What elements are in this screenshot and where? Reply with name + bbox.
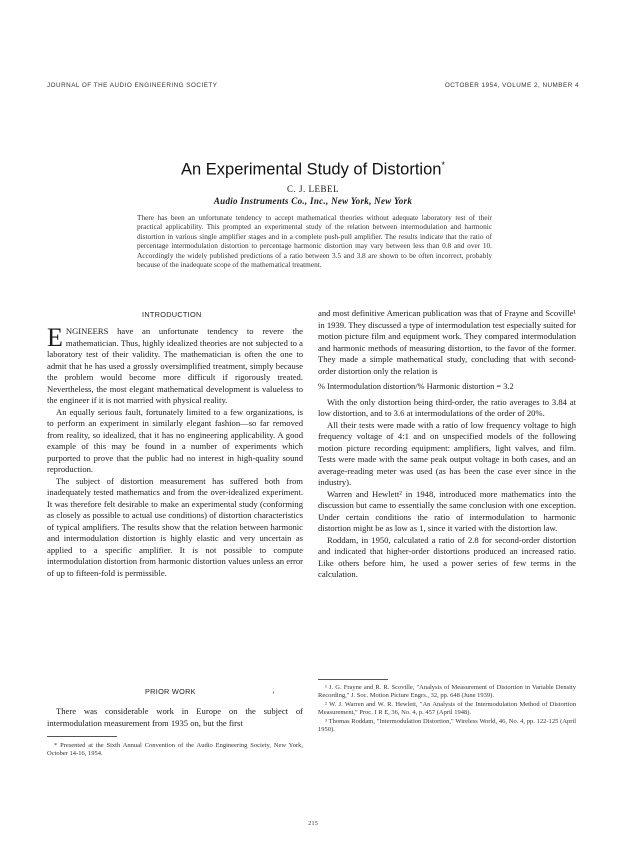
- intro-paragraph-1: [47, 323, 303, 407]
- issue-info: OCTOBER 1954, VOLUME 2, NUMBER 4: [444, 82, 579, 89]
- presentation-footnote-text: * Presented at the Sixth Annual Convention of the Audio Engineering Society, New York, October 14-16, 1954.: [47, 742, 303, 758]
- author-affiliation: Audio Instruments Co., Inc., New York, New York: [213, 196, 413, 206]
- prior-work-heading: PRIOR WORK: [145, 687, 196, 696]
- prior-work-paragraph-3: With the only distortion being third-order, the ratio averages to 3.84 at low distortion, and to 3.6 at intermodulations of the order of 20%.: [318, 396, 576, 418]
- author-name: C. J. LEBEL: [287, 184, 339, 194]
- reference-footnotes: [318, 684, 576, 734]
- prior-work-text: [47, 706, 303, 729]
- footnote-1: ¹ J. G. Frayne and R. R. Scoville, "Analysis of Measurement of Distortion in Variable Density Recording," J. Soc. Motion Picture Engrs., 32, pp. 648 (June 1939).: [318, 684, 576, 700]
- prior-work-paragraph-2: and most definitive American publication was that of Frayne and Scoville¹ in 1939. They discussed a type of intermodulation test especially suited for motion picture film and equipment work. They compared intermodulation and harmonic methods of measuring distortion, to the favor of the former. They made a simple mathematical study, concluding that with second-order distortion only the relation is: [318, 308, 576, 376]
- margin-mark: ’: [272, 690, 275, 700]
- prior-work-paragraph: There was considerable work in Europe on the subject of intermodulation measurement from 1935 on, but the first: [47, 706, 303, 728]
- drop-cap: E: [47, 323, 63, 352]
- intro-paragraph-1-text: NGINEERS have an unfortunate tendency to revere the mathematician. Thus, highly idealized theories are not subjected to a laboratory test of their validity. The mathematician is often the one to admit that he has used a grossly oversimplified treatment, simply because the problem would become more difficult if rigorously treated. Nevertheless, the most elegant mathematical development is valueless to the engineer if it is not married with physical reality.: [47, 326, 303, 405]
- intro-paragraph-2: An equally serious fault, fortunately limited to a few organizations, is to perform an experiment in similarly elegant fashion—so far removed from reality, so idealized, that it has no engineering applicability. A good example of this may be found in a number of experiments which purported to prove that the public had no interest in high-quality sound reproduction.: [47, 406, 303, 474]
- title-footnote-mark: *: [441, 160, 445, 170]
- footnote-2: ² W. J. Warren and W. R. Hewlett, "An Analysis of the Intermodulation Method of Distortion Measurement," Proc. I R E, 36, No. 4, p. 457 (April 1948).: [318, 700, 576, 717]
- page-number: 215: [308, 820, 318, 827]
- intro-paragraph-3: The subject of distortion measurement has suffered both from inadequately tested mathematics and from the over-idealized experiment. It was therefore felt desirable to make an experimental study (conforming as closely as possible to actual use conditions) of distortion characteristics of typical amplifiers. The results show that the relation between harmonic and intermodulation distortion is highly elastic and very uncertain as applied to a specific amplifier. It is not possible to compute intermodulation distortion from harmonic distortion values unless an error of up to fifteen-fold is permissible.: [47, 475, 303, 578]
- introduction-heading: INTRODUCTION: [142, 310, 202, 319]
- footnote-3: ³ Thomas Roddam, "Intermodulation Distortion," Wireless World, 46, No. 4, pp. 122-125 (April 1950).: [318, 717, 576, 734]
- article-title: [0, 160, 626, 180]
- prior-work-paragraph-6: Roddam, in 1950, calculated a ratio of 2.8 for second-order distortion and indicated that higher-order distortions produced an increased ratio. Like others before him, he used a power series of few terms in the calculation.: [318, 534, 576, 579]
- footnote-rule-right: [318, 679, 388, 680]
- journal-name: JOURNAL OF THE AUDIO ENGINEERING SOCIETY: [47, 82, 218, 89]
- prior-work-paragraph-5: Warren and Hewlett² in 1948, introduced more mathematics into the discussion but came to essentially the same conclusion with one exception. Under certain conditions the ratio of intermodulation to harmonic distortion might be as low as 1, since it varied with the distortion law.: [318, 488, 576, 533]
- right-column: [318, 308, 576, 581]
- left-column: [47, 323, 303, 579]
- footnote-rule-left: [47, 736, 117, 737]
- ratio-equation: % Intermodulation distortion/% Harmonic distortion = 3.2: [318, 382, 514, 391]
- abstract: There has been an unfortunate tendency to accept mathematical theories without adequate laboratory test of their practical applicability. This prompted an experimental study of the relation between intermodulation and harmonic distortion in various single amplifier stages and in a complete push-pull amplifier. The results indicate that the ratio of percentage intermodulation distortion to percentage harmonic distortion may vary between less than 0.8 and over 10. Accordingly the widely published predictions of a ratio between 3.5 and 3.8 are shown to be often incorrect, probably because of the inadequate scope of the mathematical treatment.: [137, 213, 492, 270]
- presentation-footnote: [47, 742, 303, 759]
- prior-work-paragraph-4: All their tests were made with a ratio of low frequency voltage to high frequency voltage of 4:1 and on unspecified models of the following motion picture recording equipment: amplifiers, light valves, and film. Tests were made with the same peak output voltage in both cases, and an average-reading meter was used (as has been the case ever since in the industry).: [318, 419, 576, 487]
- title-text: An Experimental Study of Distortion: [181, 160, 442, 179]
